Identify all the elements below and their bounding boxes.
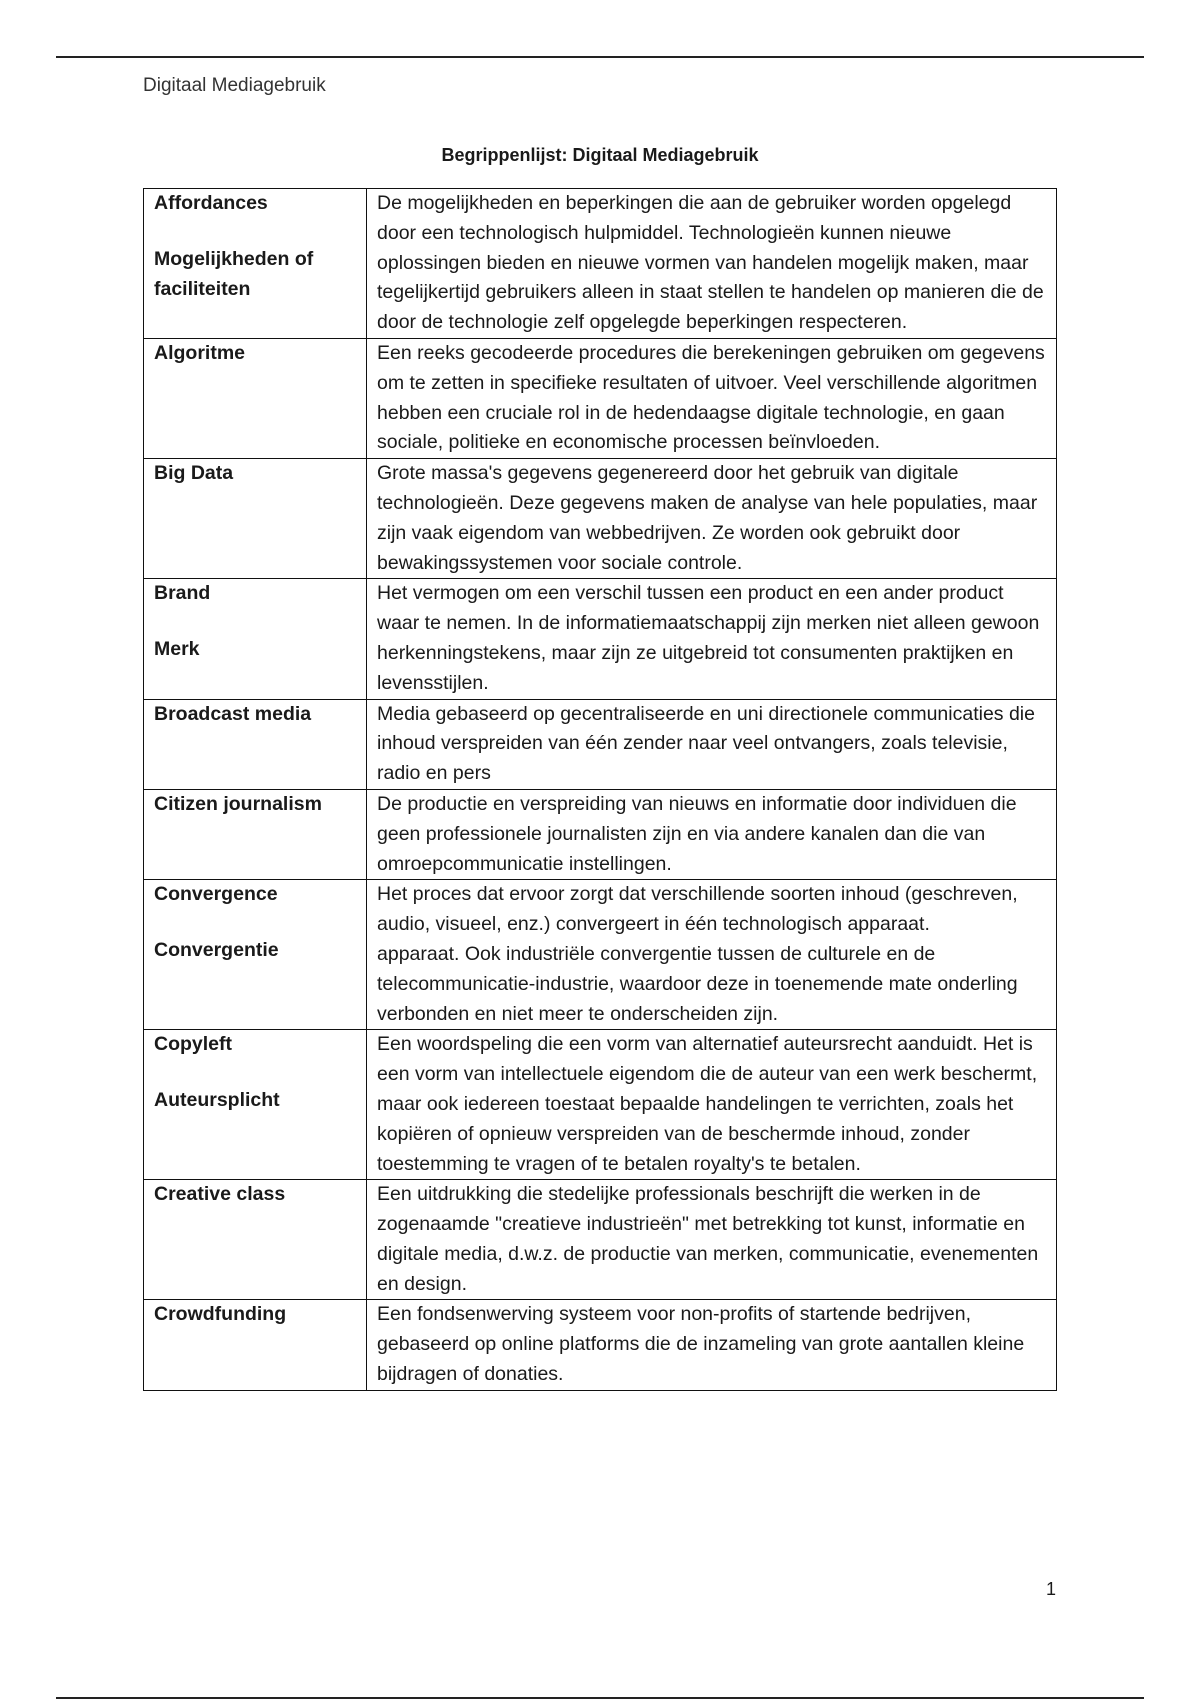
- definition-cell: [367, 699, 1057, 789]
- term-cell: [144, 699, 367, 789]
- table-row: [144, 579, 1057, 699]
- term-label: Brand: [154, 582, 211, 605]
- glossary-table: [143, 188, 1057, 1391]
- definition-cell: [367, 1180, 1057, 1300]
- table-row: [144, 459, 1057, 579]
- term-label: Crowdfunding: [154, 1303, 287, 1326]
- definition-cell: [367, 1300, 1057, 1390]
- definition-text: apparaat. Ook industriële convergentie tussen de culturele en de telecommunicatie-industrie, waardoor deze in toenemende mate onderling verbonden en niet meer te onderscheiden zijn.: [377, 942, 1018, 1025]
- definition-cell: [367, 1030, 1057, 1180]
- definition-cell: [367, 459, 1057, 579]
- table-row: [144, 789, 1057, 879]
- term-cell: [144, 579, 367, 699]
- definition-text: Grote massa's gegevens gegenereerd door het gebruik van digitale technologieën. Deze gegevens maken de analyse van hele populaties, maar zijn vaak eigendom van webbedrijven. Ze worden ook gebruikt door bewakingssystemen voor sociale controle.: [377, 462, 1038, 574]
- page-number: 1: [1046, 1579, 1057, 1599]
- term-cell: [144, 338, 367, 458]
- table-row: [144, 1030, 1057, 1180]
- definition-cell: [367, 579, 1057, 699]
- term-label: Algoritme: [154, 341, 246, 364]
- definition-text: Een woordspeling die een vorm van alternatief auteursrecht aanduidt. Het is een vorm van intellectuele eigendom die de auteur van een werk beschermt, maar ook iedereen toestaat bepaalde handelingen te verrichten, zoals het kopiëren of opnieuw verspreiden van de beschermde inhoud, zonder toestemming te vragen of te betalen royalty's te betalen.: [377, 1033, 1038, 1175]
- term-label: Copyleft: [154, 1033, 232, 1056]
- table-row: [144, 1300, 1057, 1390]
- term-label: Convergence: [154, 883, 278, 906]
- definition-text: De mogelijkheden en beperkingen die aan de gebruiker worden opgelegd door een technologisch hulpmiddel. Technologieën kunnen nieuwe oplossingen bieden en nieuwe vormen van handelen mogelijk maken, maar tegelijkertijd gebruikers alleen in staat stellen te handelen op manieren die de door de technologie zelf opgelegde beperkingen respecteren.: [377, 192, 1044, 334]
- definition-cell: [367, 880, 1057, 1030]
- term-label: Broadcast media: [154, 702, 312, 725]
- term-cell: [144, 189, 367, 339]
- header-rule: [56, 56, 1144, 58]
- definition-cell: [367, 189, 1057, 339]
- term-label: Affordances: [154, 192, 268, 214]
- term-translation: Merk: [154, 638, 200, 661]
- table-row: [144, 338, 1057, 458]
- definition-text: Het vermogen om een verschil tussen een product en een ander product waar te nemen. In de informatiemaatschappij zijn merken niet alleen gewoon herkenningstekens, maar zijn ze uitgebreid tot consumenten praktijken en levensstijlen.: [377, 582, 1040, 694]
- term-cell: [144, 1180, 367, 1300]
- page-title: Begrippenlijst: Digitaal Mediagebruik: [441, 145, 759, 165]
- term-label: Big Data: [154, 462, 234, 485]
- term-translation: Auteursplicht: [154, 1089, 280, 1112]
- term-label: Citizen journalism: [154, 792, 322, 815]
- term-translation: Mogelijkheden of faciliteiten: [154, 247, 314, 300]
- definition-text: Een fondsenwerving systeem voor non-profits of startende bedrijven, gebaseerd op online platforms die de inzameling van grote aantallen kleine bijdragen of donaties.: [377, 1303, 1025, 1386]
- table-row: [144, 189, 1057, 339]
- footer-rule: [56, 1697, 1144, 1699]
- term-translation: Convergentie: [154, 939, 279, 962]
- term-cell: [144, 459, 367, 579]
- term-cell: [144, 1030, 367, 1180]
- table-row: [144, 1180, 1057, 1300]
- definition-cell: [367, 789, 1057, 879]
- term-label: Creative class: [154, 1183, 286, 1206]
- definition-text: Een uitdrukking die stedelijke professionals beschrijft die werken in de zogenaamde "creatieve industrieën" met betrekking tot kunst, informatie en digitale media, d.w.z. de productie van merken, communicatie, evenementen en design.: [377, 1183, 1039, 1295]
- definition-text: Een reeks gecodeerde procedures die berekeningen gebruiken om gegevens om te zetten in specifieke resultaten of uitvoer. Veel verschillende algoritmen hebben een cruciale rol in de hedendaagse digitale technologie, en gaan sociale, politieke en economische processen beïnvloeden.: [377, 341, 1045, 454]
- term-cell: [144, 1300, 367, 1390]
- definition-text: Het proces dat ervoor zorgt dat verschillende soorten inhoud (geschreven, audio, visueel, enz.) convergeert in één technologisch apparaat.: [377, 883, 1018, 936]
- definition-text: De productie en verspreiding van nieuws en informatie door individuen die geen professionele journalisten zijn en via andere kanalen dan die van omroepcommunicatie instellingen.: [377, 792, 1017, 875]
- definition-text: Media gebaseerd op gecentraliseerde en uni directionele communicaties die inhoud verspreiden van één zender naar veel ontvangers, zoals televisie, radio en pers: [377, 702, 1035, 785]
- term-cell: [144, 789, 367, 879]
- definition-cell: [367, 338, 1057, 458]
- term-cell: [144, 880, 367, 1030]
- table-row: [144, 699, 1057, 789]
- running-header: Digitaal Mediagebruik: [143, 75, 326, 96]
- table-row: [144, 880, 1057, 1030]
